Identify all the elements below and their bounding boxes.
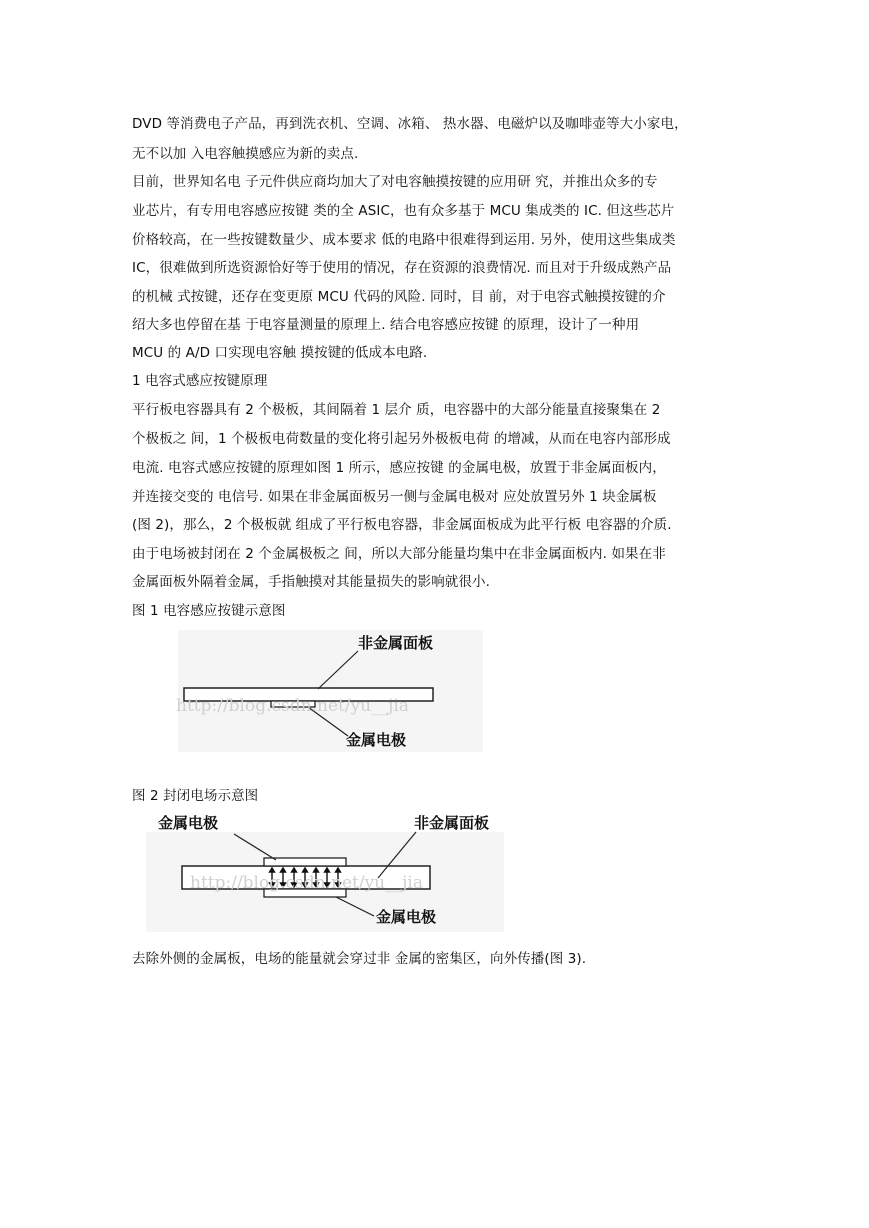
watermark: http://blog.csdn.net/yu__jia: [190, 873, 423, 893]
label-bottom-electrode: 金属电极: [376, 908, 437, 926]
text-line: 由于电场被封闭在 2 个金属极板之 间，所以大部分能量均集中在非金属面板内. 如果在非: [132, 546, 666, 562]
label-top-electrode: 金属电极: [158, 814, 219, 832]
text-line: 去除外侧的金属板，电场的能量就会穿过非 金属的密集区，向外传播(图 3).: [132, 951, 587, 967]
text-line: IC，很难做到所选资源恰好等于使用的情况，存在资源的浪费情况. 而且对于升级成熟产品: [132, 260, 672, 276]
text-line: 价格较高，在一些按键数量少、成本要求 低的电路中很难得到运用. 另外，使用这些集成类: [132, 232, 676, 248]
figure-1-diagram: [170, 628, 490, 754]
text-line: (图 2)，那么，2 个极板就 组成了平行板电容器，非金属面板成为此平行板 电容器的介质.: [132, 517, 672, 533]
text-line: 业芯片，有专用电容感应按键 类的全 ASIC，也有众多基于 MCU 集成类的 IC. 但这些芯片: [132, 203, 675, 219]
top-metal-electrode: [264, 858, 346, 866]
watermark: http://blog.csdn.net/yu__jia: [176, 696, 409, 716]
label-panel: 非金属面板: [358, 634, 434, 652]
text-line: 无不以加 入电容触摸感应为新的卖点.: [132, 146, 359, 162]
text-line: 金属面板外隔着金属，手指触摸对其能量损失的影响就很小.: [132, 574, 490, 590]
section-heading: 1 电容式感应按键原理: [132, 373, 268, 389]
text-line: 个极板之 间，1 个极板电荷数量的变化将引起另外极板电荷 的增减，从而在电容内部形成: [132, 431, 671, 447]
text-line: 的机械 式按键，还存在变更原 MCU 代码的风险. 同时，目 前，对于电容式触摸按键的介: [132, 289, 666, 305]
label-electrode: 金属电极: [346, 731, 407, 749]
text-line: DVD 等消费电子产品，再到洗衣机、空调、冰箱、 热水器、电磁炉以及咖啡壶等大小家电，: [132, 116, 688, 132]
text-line: 并连接交变的 电信号. 如果在非金属面板另一侧与金属电极对 应处放置另外 1 块金属板: [132, 489, 657, 505]
label-panel: 非金属面板: [414, 814, 490, 832]
text-line: MCU 的 A/D 口实现电容触 摸按键的低成本电路.: [132, 345, 428, 361]
figure-caption: 图 2 封闭电场示意图: [132, 788, 259, 804]
text-line: 电流. 电容式感应按键的原理如图 1 所示，感应按键 的金属电极，放置于非金属面板内，: [132, 460, 666, 476]
text-line: 平行板电容器具有 2 个极板，其间隔着 1 层介 质，电容器中的大部分能量直接聚集在 2: [132, 402, 661, 418]
text-line: 目前，世界知名电 子元件供应商均加大了对电容触摸按键的应用研 究，并推出众多的专: [132, 174, 658, 190]
figure-2-diagram: [146, 810, 506, 932]
figure-caption: 图 1 电容感应按键示意图: [132, 603, 286, 619]
text-line: 绍大多也停留在基 于电容量测量的原理上. 结合电容感应按键 的原理，设计了一种用: [132, 317, 640, 333]
